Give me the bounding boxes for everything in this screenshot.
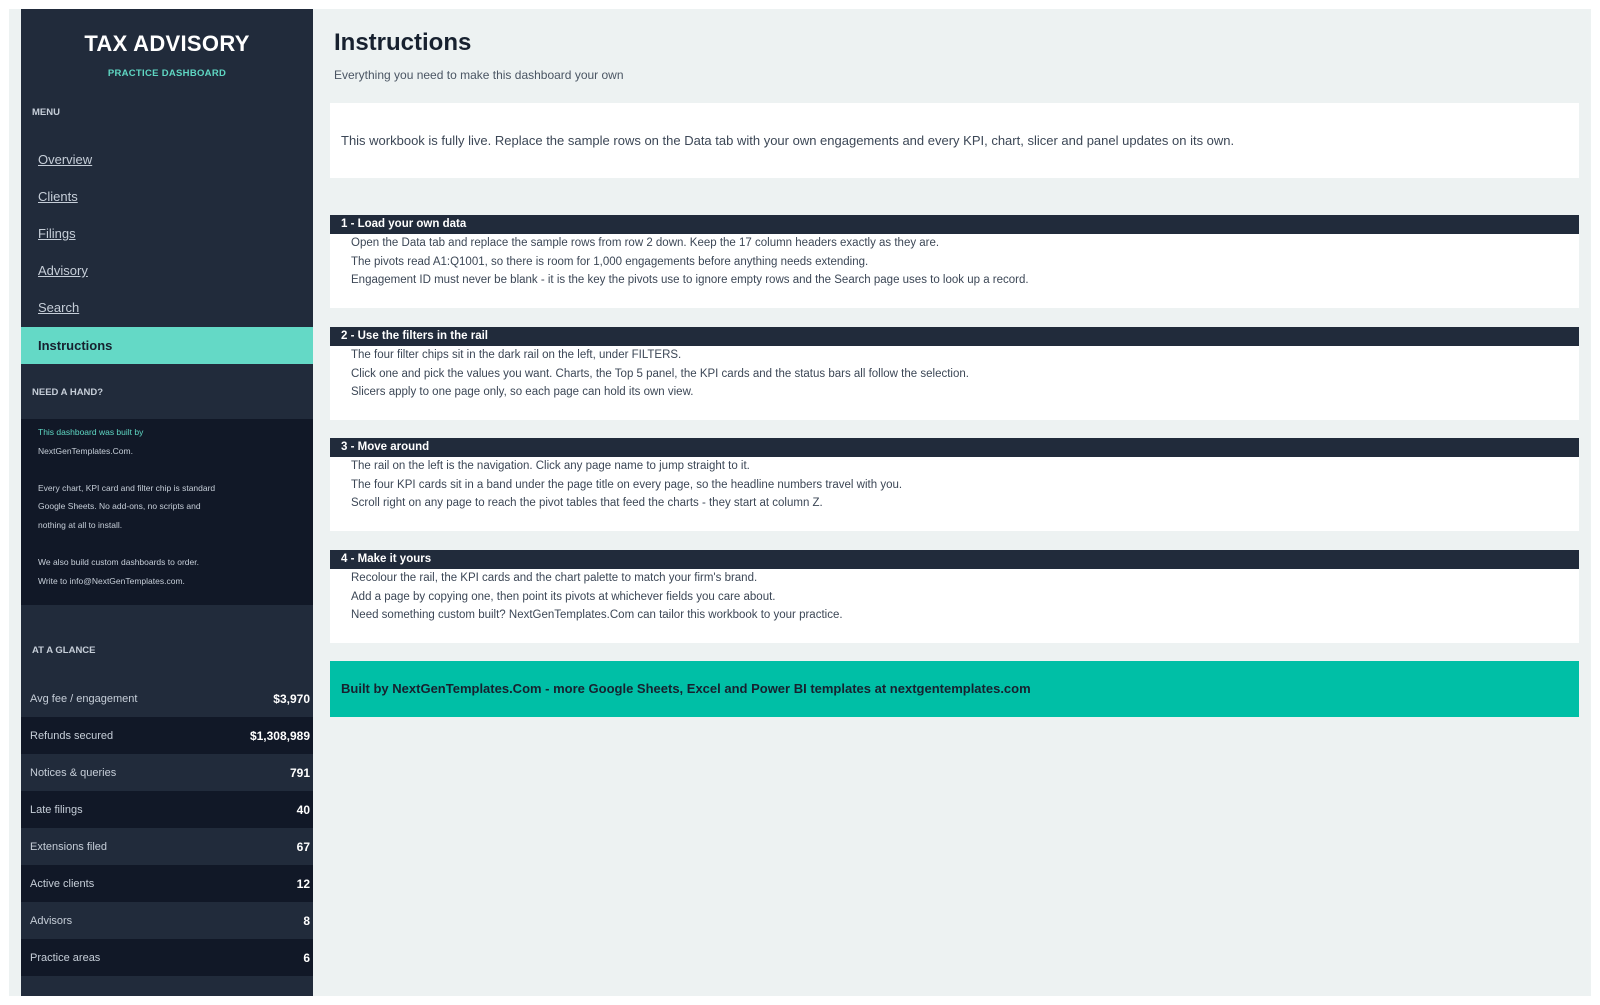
- help-line: This dashboard was built by: [38, 427, 144, 437]
- glance-label: Extensions filed: [30, 840, 108, 853]
- glance-label: Refunds secured: [30, 729, 114, 742]
- glance-row-avg-fee: [21, 680, 313, 717]
- brand-title: TAX ADVISORY: [84, 31, 250, 56]
- help-line: Google Sheets. No add-ons, no scripts and: [38, 501, 201, 512]
- step-line: Add a page by copying one, then point its pivots at whichever fields you care about.: [351, 590, 776, 603]
- glance-value: 8: [303, 913, 310, 928]
- glance-label: Advisors: [30, 914, 73, 927]
- glance-label: Late filings: [30, 803, 83, 816]
- sidebar-item-instructions[interactable]: Instructions: [21, 327, 313, 364]
- help-section-label: NEED A HAND?: [32, 387, 104, 398]
- step-line: The pivots read A1:Q1001, so there is room for 1,000 engagements before anything needs extending.: [351, 255, 869, 268]
- glance-row-late-filings: [21, 791, 313, 828]
- glance-section-label: AT A GLANCE: [32, 645, 96, 656]
- glance-row-extensions: [21, 828, 313, 865]
- step-line: The four KPI cards sit in a band under the page title on every page, so the headline numbers travel with you.: [351, 478, 903, 491]
- step-line: Scroll right on any page to reach the pivot tables that feed the charts - they start at column Z.: [351, 497, 823, 510]
- step-heading: 3 - Move around: [330, 438, 1579, 457]
- glance-value: 67: [296, 839, 310, 854]
- help-spacer: [38, 535, 296, 554]
- step-line: The rail on the left is the navigation. Click any page name to jump straight to it.: [351, 460, 750, 472]
- glance-label: Active clients: [30, 877, 95, 890]
- step-card-move-around: [330, 438, 1579, 531]
- step-line: Click one and pick the values you want. Charts, the Top 5 panel, the KPI cards and the status bars all follow the selection.: [351, 367, 969, 380]
- step-card-load-data: [330, 215, 1579, 308]
- glance-row-notices: [21, 754, 313, 791]
- step-card-make-it-yours: [330, 550, 1579, 643]
- sidebar-item-filings[interactable]: Filings: [38, 226, 76, 241]
- step-line: Recolour the rail, the KPI cards and the chart palette to match your firm's brand.: [351, 572, 758, 584]
- glance-value: 791: [289, 765, 310, 780]
- sidebar-item-clients[interactable]: Clients: [38, 189, 78, 204]
- footer-banner[interactable]: Built by NextGenTemplates.Com - more Google Sheets, Excel and Power BI templates at nextgentemplates.com: [330, 661, 1579, 717]
- glance-label: Notices & queries: [30, 766, 117, 779]
- help-line: Every chart, KPI card and filter chip is standard: [38, 482, 216, 493]
- help-line: nothing at all to install.: [38, 519, 123, 530]
- help-panel: [21, 419, 313, 605]
- page-title: Instructions: [334, 29, 472, 56]
- help-line: NextGenTemplates.Com.: [38, 445, 133, 456]
- help-line: Write to info@NextGenTemplates.com.: [38, 575, 185, 586]
- glance-label: Practice areas: [30, 951, 101, 964]
- intro-panel: This workbook is fully live. Replace the sample rows on the Data tab with your own engagements and every KPI, chart, slicer and panel updates on its own.: [330, 103, 1579, 178]
- sidebar: [21, 9, 313, 996]
- glance-value: 40: [296, 802, 310, 817]
- menu-section-label: MENU: [32, 107, 60, 118]
- glance-row-advisors: [21, 902, 313, 939]
- glance-row-active-clients: [21, 865, 313, 902]
- help-spacer: [38, 460, 296, 479]
- step-line: The four filter chips sit in the dark rail on the left, under FILTERS.: [351, 349, 682, 361]
- glance-value: 12: [296, 876, 310, 891]
- step-heading: 2 - Use the filters in the rail: [330, 327, 1579, 346]
- brand-subtitle: PRACTICE DASHBOARD: [107, 68, 227, 79]
- sidebar-item-search[interactable]: Search: [38, 300, 80, 315]
- glance-value: $1,308,989: [249, 728, 310, 743]
- step-heading: 1 - Load your own data: [330, 215, 1579, 234]
- glance-value: $3,970: [273, 691, 310, 706]
- glance-row-practice-areas: [21, 939, 313, 976]
- glance-row-refunds: [21, 717, 313, 754]
- page-subtitle: Everything you need to make this dashboard your own: [334, 68, 624, 82]
- sidebar-item-advisory[interactable]: Advisory: [38, 263, 88, 278]
- step-line: Slicers apply to one page only, so each page can hold its own view.: [351, 386, 694, 399]
- step-line: Engagement ID must never be blank - it is the key the pivots use to ignore empty rows and the Search page uses to look up a record.: [351, 274, 1029, 287]
- glance-label: Avg fee / engagement: [30, 692, 138, 705]
- step-line: Need something custom built? NextGenTemplates.Com can tailor this workbook to your practice.: [351, 609, 843, 622]
- glance-value: 6: [303, 950, 310, 965]
- help-line: We also build custom dashboards to order.: [38, 557, 199, 568]
- sidebar-item-overview[interactable]: Overview: [38, 152, 93, 167]
- step-heading: 4 - Make it yours: [330, 550, 1579, 569]
- step-line: Open the Data tab and replace the sample rows from row 2 down. Keep the 17 column headers exactly as they are.: [351, 237, 940, 249]
- step-card-filters: [330, 327, 1579, 420]
